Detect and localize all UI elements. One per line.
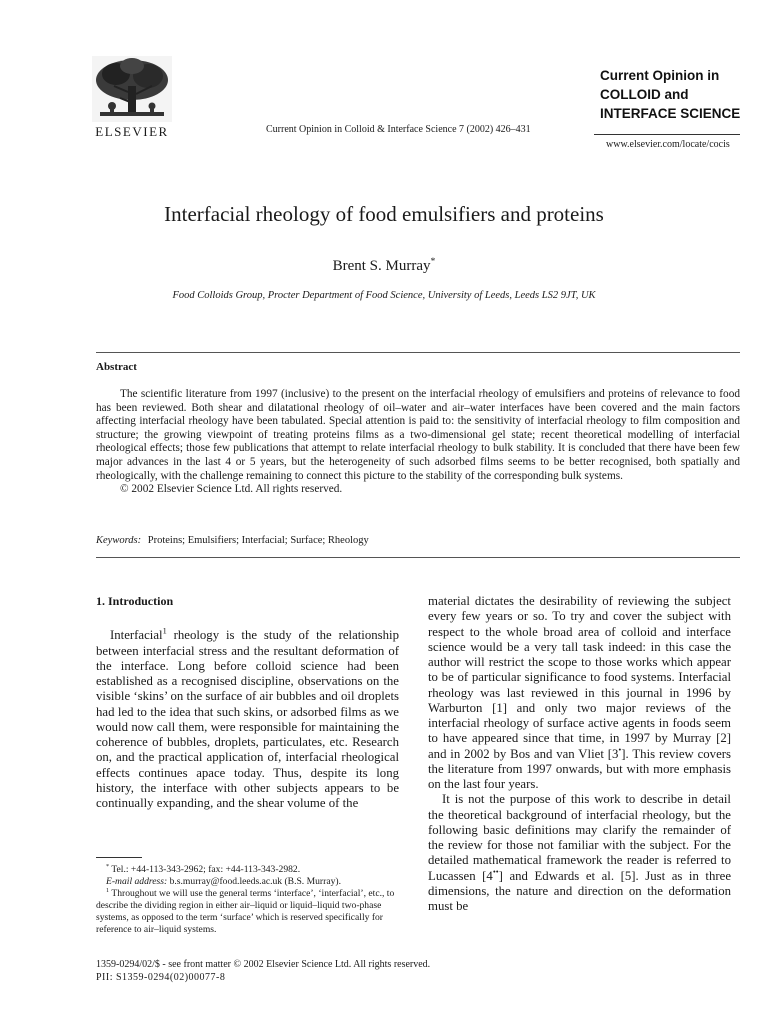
brand-line-3: INTERFACE SCIENCE — [600, 106, 741, 121]
author-footnote-mark[interactable]: * — [430, 256, 436, 267]
keywords-list: Proteins; Emulsifiers; Interfacial; Surface; Rheology — [147, 535, 369, 546]
left-column — [96, 594, 399, 811]
brand-line-1: Current Opinion in — [600, 68, 720, 83]
footnote-1 — [96, 888, 399, 936]
footnote-contact — [96, 864, 399, 876]
right-paragraph-2 — [428, 792, 731, 914]
brand-line-2: COLLOID and — [600, 87, 689, 102]
section-heading: 1. Introduction — [96, 594, 174, 608]
footnote-contact-text: Tel.: +44-113-343-2962; fax: +44-113-343-2982. — [111, 864, 301, 875]
elsevier-logo — [92, 56, 172, 140]
journal-brand — [600, 66, 740, 123]
right-paragraph-1-a: material dictates the desirability of reviewing the subject every few years or so. To try and cover the subject with respect to the whole broad area of colloid and interface science would be a very tall task indeed: in this case the author will restrict the scope to those works which appear to be of particular significance to food systems. Interfacial rheology was last reviewed in this journal in 1996 by Warburton [1] and only two major reviews of the interfacial rheology of surface active agents in foods seem to have appeared since that time, in 1997 by Murray [2] and in 2002 by Bos and van Vliet [3 — [428, 594, 731, 761]
right-paragraph-2-b: ] and Edwards et al. [5]. Just as in three dimensions, the nature and direction on the deformation must be — [428, 868, 731, 913]
intro-paragraph-1 — [96, 628, 399, 811]
front-matter — [96, 958, 430, 984]
footnote-divider — [96, 857, 142, 858]
abstract-text: The scientific literature from 1997 (inclusive) to the present on the interfacial rheology of emulsifiers and proteins of relevance to food has been reviewed. Both shear and dilatational rheology of oil–water and air–water interfaces have been covered and the main factors affecting interfacial rheology have been tabulated. Special attention is paid to: the sensitivity of interfacial rheology to film composition and structure; the growing viewpoint of treating proteins films as a two-dimensional gel state; recent theoretical modelling of interfacial rheological effects; those few publications that attempt to relate interfacial rheology to bulk stability. It is concluded that there have been few major advances in the last 4 or 5 years, but the heterogeneity of such adsorbed films seems to be better recognised, both spatially and rheologically, with the challenge remaining to connect this picture to the stability of the corresponding bulk systems. — [96, 388, 740, 482]
email-label: E-mail address: — [106, 876, 168, 887]
keywords-label: Keywords: — [96, 535, 142, 546]
pii-line: PII: S1359-0294(02)00077-8 — [96, 972, 226, 983]
abstract-bottom-rule — [96, 557, 740, 558]
footnotes — [96, 864, 399, 936]
journal-citation: Current Opinion in Colloid & Interface Science 7 (2002) 426–431 — [266, 124, 531, 135]
intro-paragraph-1-text: rheology is the study of the relationship between interfacial stress and the resultant deformation of the interface. Long before colloid science had been established as a recognised discipline, observations on the visible ‘skins’ on the surface of air bubbles and oil droplets had led to the idea that such skins, or adsorbed films as we would now call them, were responsible for maintaining the coherence of bubbles, droplets, particulates, etc. Research on, and the practical application of, interfacial rheological effects continues apace today. Thus, despite its long history, the interface with other subjects appears to be continually expanding, and the shear volume of the — [96, 628, 399, 810]
right-column — [428, 594, 731, 914]
author-line — [0, 258, 768, 275]
intro-first-word: Interfacial — [110, 628, 163, 643]
affiliation: Food Colloids Group, Procter Department of Food Science, University of Leeds, Leeds LS2 9JT, UK — [172, 290, 596, 301]
footnote-email — [96, 876, 399, 888]
footnote-1-number: 1 — [106, 886, 110, 894]
article-title: Interfacial rheology of food emulsifiers and proteins — [164, 202, 604, 226]
abstract-copyright: © 2002 Elsevier Science Ltd. All rights reserved. — [120, 483, 343, 496]
right-paragraph-2-a: It is not the purpose of this work to describe in detail the theoretical background of interfacial rheology, but the following basic definitions may clarify the remainder of the review for those not familiar with the subject. For the detailed mathematical framework the reader is referred to Lucassen [4 — [428, 792, 731, 883]
ref-3-mark: • — [618, 745, 622, 755]
keywords-line — [96, 535, 369, 546]
abstract-top-rule — [96, 352, 740, 353]
right-paragraph-1-b: ]. This review covers the literature from 1997 onwards, but with more emphasis on the last four years. — [428, 746, 731, 791]
tree-emblem-icon — [92, 56, 172, 122]
journal-url[interactable]: www.elsevier.com/locate/cocis — [606, 139, 730, 150]
right-paragraph-1 — [428, 594, 731, 792]
header-divider — [594, 134, 740, 135]
footnote-1-text: Throughout we will use the general terms ‘interface’, ‘interfacial’, etc., to describe the dividing region in either air–liquid or liquid–liquid two-phase systems, as opposed to the term ‘surface’ which is reserved specifically for reference to air–liquid systems. — [96, 888, 395, 935]
footnote-1-mark[interactable]: 1 — [162, 626, 167, 636]
abstract-heading: Abstract — [96, 361, 137, 373]
ref-4-mark: •• — [492, 867, 499, 877]
footnote-contact-mark: * — [106, 862, 110, 870]
author-name: Brent S. Murray — [332, 258, 431, 274]
front-matter-line: 1359-0294/02/$ - see front matter © 2002 Elsevier Science Ltd. All rights reserved. — [96, 959, 431, 970]
email-address[interactable]: b.s.murray@food.leeds.ac.uk (B.S. Murray). — [169, 876, 341, 887]
publisher-name: ELSEVIER — [95, 124, 169, 139]
abstract-body — [96, 388, 740, 497]
